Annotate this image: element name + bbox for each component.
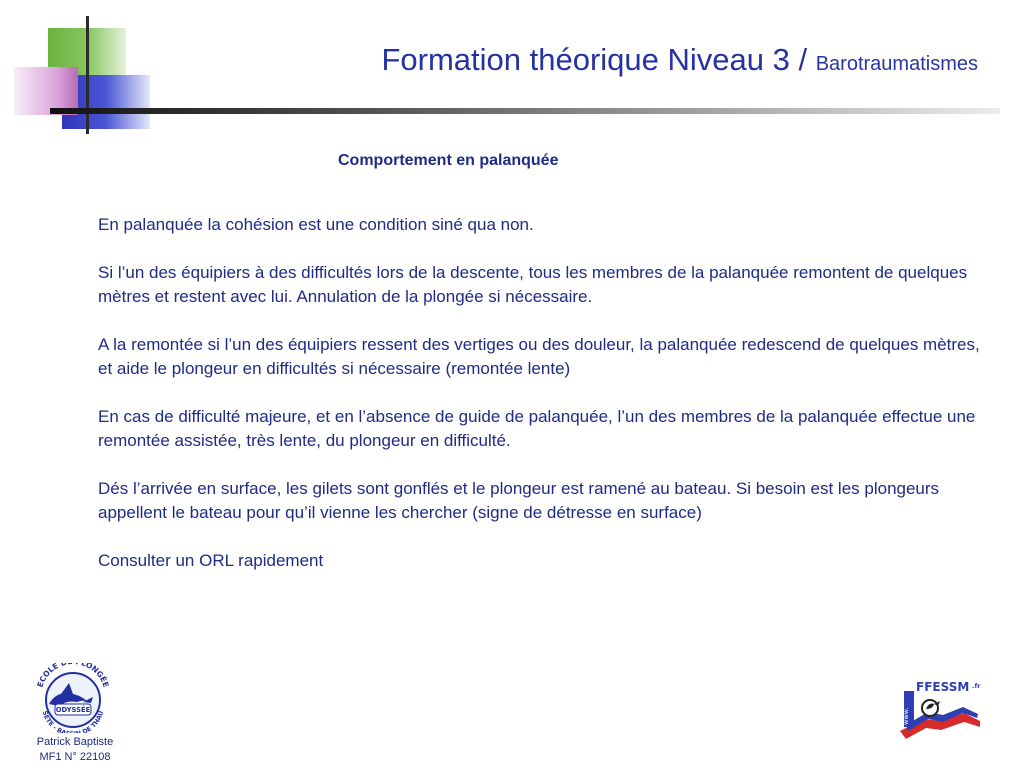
svg-text:SETE - BASSIN DE THAU: SETE - BA DE THAU (40, 710, 106, 733)
svg-text:www.: www. (902, 707, 910, 725)
body-paragraph: En cas de difficulté majeure, et en l’absence de guide de palanquée, l’un des membres de la palanquée effectue une remontée assistée, très lente, du plongeur en difficulté. (98, 407, 976, 450)
body-paragraph: Si l’un des équipiers à des difficultés lors de la descente, tous les membres de la palanquée remontent de quelques mètres et restent avec lui. Annulation de la plongée si nécessaire. (98, 263, 968, 306)
section-title: Comportement en palanquée (338, 152, 559, 169)
body-content (98, 213, 986, 573)
page-subtitle: Barotraumatismes (815, 53, 978, 75)
page-title-main: Formation théorique Niveau 3 / (381, 42, 808, 77)
body-paragraph: A la remontée si l’un des équipiers ressent des vertiges ou des douleur, la palanquée redescend de quelques mètres, et aide le plongeur en difficultés si nécessaire (remontée lente) (98, 335, 980, 378)
svg-text:ODYSSÉE: ODYSSÉE (55, 706, 91, 714)
header-divider (50, 108, 1000, 114)
page-title (381, 42, 978, 82)
author-info (23, 735, 127, 765)
ecole-de-plongee-odyssee-logo (31, 663, 115, 733)
decorative-vertical-line (86, 16, 89, 134)
author-name: Patrick Baptiste (36, 736, 114, 748)
svg-text:.fr: .fr (972, 682, 981, 690)
body-paragraph: Dés l’arrivée en surface, les gilets sont gonflés et le plongeur est ramené au bateau. Si besoin est les plongeurs appellent le bateau pour qu’il vienne les chercher (signe de détresse en surface) (98, 479, 940, 522)
ffessm-logo (888, 673, 986, 743)
svg-text:ECOLE DE PLONGÉE: ECOLE LONGÉE (35, 663, 111, 689)
author-id: MF1 N° 22108 (39, 751, 111, 763)
svg-text:FFESSM: FFESSM (916, 680, 970, 694)
body-paragraph: Consulter un ORL rapidement (98, 551, 324, 570)
decorative-corner-blocks (0, 0, 150, 140)
body-paragraph: En palanquée la cohésion est une condition siné qua non. (98, 215, 534, 234)
